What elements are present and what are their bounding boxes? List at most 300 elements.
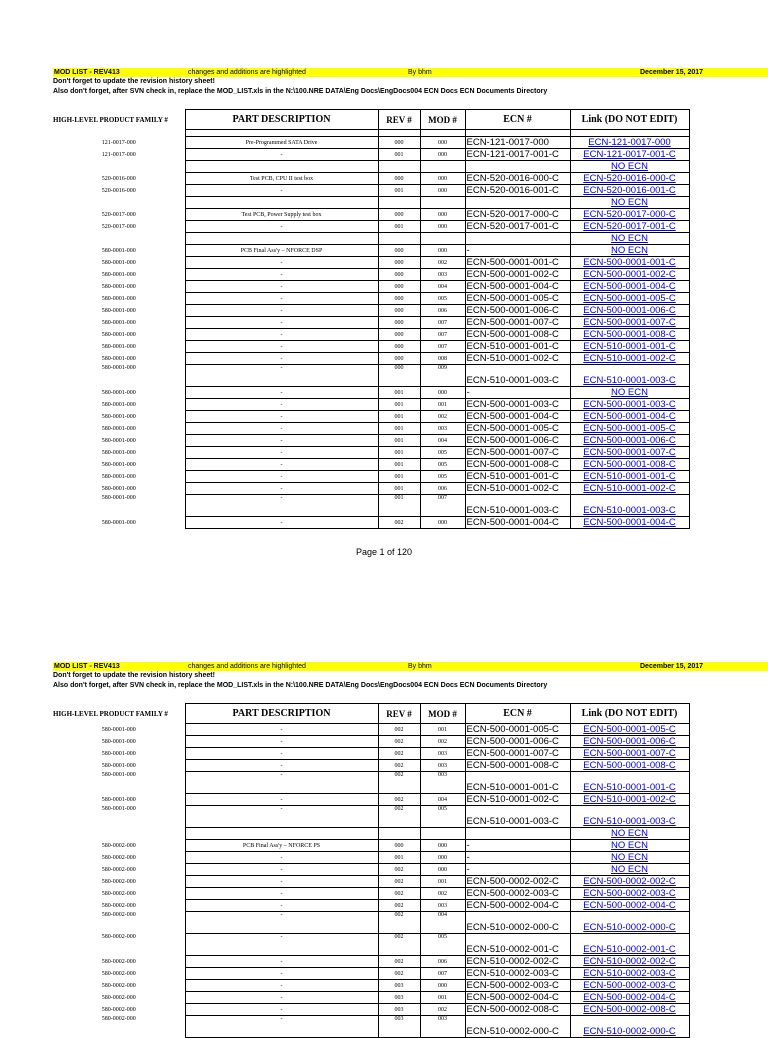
cell-ecn: ECN-500-0001-004-C <box>465 517 570 529</box>
cell-link[interactable]: ECN-510-0001-002-C <box>570 483 689 495</box>
cell-family: 580-0001-000 <box>101 307 136 314</box>
cell-link[interactable]: ECN-520-0017-001-C <box>570 221 689 233</box>
cell-mod: 001 <box>420 876 465 888</box>
cell-rev: 002 <box>378 724 420 736</box>
cell-rev: 000 <box>378 209 420 221</box>
table-row <box>53 772 689 794</box>
cell-ecn: ECN-500-0001-005-C <box>465 293 570 305</box>
cell-description: - <box>185 760 378 772</box>
cell-description: PCB Final Ass'y – NFORCE PS <box>185 840 378 852</box>
cell-ecn: ECN-510-0002-000-C <box>465 912 570 934</box>
cell-mod: 000 <box>420 185 465 197</box>
col-header-ecn: ECN # <box>465 110 570 130</box>
cell-link[interactable]: ECN-500-0001-007-C <box>570 748 689 760</box>
cell-link[interactable]: ECN-510-0001-003-C <box>570 806 689 828</box>
cell-link[interactable]: ECN-510-0002-000-C <box>570 1016 689 1038</box>
cell-description: - <box>185 411 378 423</box>
cell-link[interactable]: NO ECN <box>570 864 689 876</box>
cell-description: - <box>185 387 378 399</box>
cell-description: - <box>185 353 378 365</box>
cell-mod <box>420 161 465 173</box>
cell-family: 580-0002-000 <box>101 902 136 909</box>
cell-family: 580-0002-000 <box>101 854 136 861</box>
col-header-link: Link (DO NOT EDIT) <box>570 110 689 130</box>
table-row <box>53 365 689 387</box>
cell-description: Test PCB, CPU II test box <box>185 173 378 185</box>
cell-family: 580-0001-000 <box>101 401 136 408</box>
cell-family: 580-0001-000 <box>101 519 136 526</box>
table-row <box>53 992 689 1004</box>
cell-description: - <box>185 748 378 760</box>
cell-mod <box>420 233 465 245</box>
cell-rev: 000 <box>378 245 420 257</box>
table-row <box>53 852 689 864</box>
cell-mod: 000 <box>420 840 465 852</box>
cell-link[interactable]: NO ECN <box>570 161 689 173</box>
cell-mod: 005 <box>420 459 465 471</box>
note-line-1: Don't forget to update the revision history sheet! <box>53 78 215 85</box>
col-header-description: PART DESCRIPTION <box>185 704 378 724</box>
cell-ecn: ECN-500-0001-007-C <box>465 317 570 329</box>
cell-description <box>185 233 378 245</box>
cell-rev <box>378 233 420 245</box>
table-row <box>53 399 689 411</box>
cell-ecn: ECN-510-0001-003-C <box>465 495 570 517</box>
cell-description: - <box>185 724 378 736</box>
cell-family: 580-0002-000 <box>101 958 136 965</box>
header-date: December 15, 2017 <box>640 69 704 76</box>
cell-link[interactable]: ECN-500-0001-006-C <box>570 305 689 317</box>
cell-link[interactable]: ECN-121-0017-001-C <box>570 149 689 161</box>
cell-link[interactable]: ECN-500-0001-006-C <box>570 435 689 447</box>
cell-description: - <box>185 305 378 317</box>
cell-rev: 001 <box>378 483 420 495</box>
cell-link <box>570 130 689 137</box>
cell-description: - <box>185 517 378 529</box>
sheet-page-2 <box>53 662 768 1038</box>
cell-rev: 001 <box>378 185 420 197</box>
cell-mod: 005 <box>420 293 465 305</box>
cell-family: 580-0001-000 <box>101 247 136 254</box>
cell-family: 520-0017-000 <box>101 223 136 230</box>
cell-ecn: ECN-121-0017-000 <box>465 137 570 149</box>
cell-description: - <box>185 341 378 353</box>
cell-link[interactable]: ECN-510-0001-002-C <box>570 353 689 365</box>
sheet-page-1 <box>53 68 768 529</box>
cell-ecn: ECN-510-0001-003-C <box>465 806 570 828</box>
cell-family: 580-0001-000 <box>101 259 136 266</box>
cell-link[interactable]: ECN-500-0001-005-C <box>570 423 689 435</box>
cell-family: 580-0001-000 <box>101 364 136 371</box>
cell-link[interactable]: ECN-500-0001-008-C <box>570 760 689 772</box>
cell-rev: 001 <box>378 221 420 233</box>
cell-description <box>185 130 378 137</box>
cell-mod: 000 <box>420 173 465 185</box>
col-header-rev: REV # <box>378 704 420 724</box>
cell-family: 580-0001-000 <box>101 283 136 290</box>
cell-ecn: ECN-510-0001-003-C <box>465 365 570 387</box>
cell-mod: 001 <box>420 724 465 736</box>
cell-rev: 000 <box>378 341 420 353</box>
cell-family: 580-0001-000 <box>101 389 136 396</box>
cell-description: - <box>185 772 378 794</box>
cell-description: - <box>185 447 378 459</box>
cell-link[interactable]: NO ECN <box>570 197 689 209</box>
cell-rev: 001 <box>378 495 420 517</box>
cell-link[interactable]: ECN-500-0001-008-C <box>570 459 689 471</box>
cell-link[interactable]: ECN-500-0002-004-C <box>570 900 689 912</box>
cell-ecn: - <box>465 840 570 852</box>
cell-mod: 003 <box>420 772 465 794</box>
table-row <box>53 411 689 423</box>
cell-link[interactable]: ECN-500-0002-004-C <box>570 992 689 1004</box>
cell-description: - <box>185 852 378 864</box>
table-row <box>53 724 689 736</box>
cell-rev: 002 <box>378 956 420 968</box>
table-row <box>53 161 689 173</box>
cell-ecn: ECN-500-0001-006-C <box>465 435 570 447</box>
cell-link[interactable]: ECN-500-0001-006-C <box>570 736 689 748</box>
cell-family: 580-0001-000 <box>101 355 136 362</box>
table-row <box>53 185 689 197</box>
cell-rev: 000 <box>378 173 420 185</box>
table-row <box>53 435 689 447</box>
cell-rev: 002 <box>378 900 420 912</box>
cell-rev: 002 <box>378 772 420 794</box>
cell-rev <box>378 130 420 137</box>
cell-rev: 002 <box>378 760 420 772</box>
cell-link[interactable]: ECN-500-0002-002-C <box>570 876 689 888</box>
table-row <box>53 130 689 137</box>
cell-ecn: ECN-500-0001-004-C <box>465 411 570 423</box>
cell-link[interactable]: ECN-500-0001-007-C <box>570 447 689 459</box>
cell-description: - <box>185 459 378 471</box>
cell-mod: 006 <box>420 483 465 495</box>
cell-ecn: ECN-500-0001-002-C <box>465 269 570 281</box>
cell-family: 580-0001-000 <box>101 796 136 803</box>
cell-mod: 000 <box>420 980 465 992</box>
col-header-description: PART DESCRIPTION <box>185 110 378 130</box>
cell-link[interactable]: ECN-520-0017-000-C <box>570 209 689 221</box>
cell-description: - <box>185 864 378 876</box>
cell-link[interactable]: ECN-500-0001-005-C <box>570 293 689 305</box>
cell-rev: 000 <box>378 281 420 293</box>
cell-rev: 000 <box>378 317 420 329</box>
cell-description: - <box>185 483 378 495</box>
cell-family: 580-0001-000 <box>101 449 136 456</box>
cell-ecn: ECN-500-0002-002-C <box>465 876 570 888</box>
table-row <box>53 245 689 257</box>
table-row <box>53 794 689 806</box>
cell-family: 520-0016-000 <box>101 187 136 194</box>
cell-ecn: ECN-510-0001-002-C <box>465 483 570 495</box>
cell-description: - <box>185 876 378 888</box>
cell-description: - <box>185 980 378 992</box>
cell-family: 580-0001-000 <box>101 425 136 432</box>
cell-rev: 002 <box>378 864 420 876</box>
cell-family: 580-0002-000 <box>101 1006 136 1013</box>
cell-rev: 001 <box>378 471 420 483</box>
cell-link[interactable]: NO ECN <box>570 840 689 852</box>
table-row <box>53 317 689 329</box>
col-header-family: HIGH-LEVEL PRODUCT FAMILY # <box>53 709 168 718</box>
cell-family: 580-0001-000 <box>101 295 136 302</box>
cell-description: - <box>185 435 378 447</box>
cell-link[interactable]: ECN-510-0001-001-C <box>570 341 689 353</box>
table-row <box>53 197 689 209</box>
cell-rev: 003 <box>378 1004 420 1016</box>
cell-ecn: ECN-520-0016-001-C <box>465 185 570 197</box>
cell-link[interactable]: NO ECN <box>570 387 689 399</box>
table-body <box>53 724 689 1038</box>
table-row <box>53 293 689 305</box>
cell-ecn: ECN-500-0002-004-C <box>465 900 570 912</box>
cell-rev: 003 <box>378 980 420 992</box>
cell-link[interactable]: ECN-500-0001-001-C <box>570 257 689 269</box>
cell-ecn: ECN-500-0002-003-C <box>465 888 570 900</box>
cell-rev: 000 <box>378 365 420 387</box>
cell-ecn: ECN-500-0002-004-C <box>465 992 570 1004</box>
cell-link[interactable]: ECN-500-0002-008-C <box>570 1004 689 1016</box>
cell-link[interactable]: ECN-121-0017-000 <box>570 137 689 149</box>
cell-family: 580-0001-000 <box>101 461 136 468</box>
cell-description: - <box>185 888 378 900</box>
cell-link[interactable]: ECN-510-0001-003-C <box>570 365 689 387</box>
cell-family: 580-0002-000 <box>101 933 136 940</box>
table-row <box>53 483 689 495</box>
cell-description: - <box>185 471 378 483</box>
cell-mod: 001 <box>420 399 465 411</box>
cell-mod: 007 <box>420 968 465 980</box>
cell-link[interactable]: ECN-500-0001-003-C <box>570 399 689 411</box>
cell-description: - <box>185 934 378 956</box>
cell-link[interactable]: ECN-500-0001-005-C <box>570 724 689 736</box>
table-row <box>53 459 689 471</box>
cell-link[interactable]: ECN-510-0002-003-C <box>570 968 689 980</box>
cell-family: 580-0001-000 <box>101 738 136 745</box>
cell-family: 580-0001-000 <box>101 805 136 812</box>
cell-ecn: ECN-500-0001-006-C <box>465 736 570 748</box>
cell-mod: 002 <box>420 888 465 900</box>
cell-link[interactable]: ECN-500-0002-003-C <box>570 980 689 992</box>
cell-ecn: ECN-500-0001-008-C <box>465 329 570 341</box>
table-row <box>53 956 689 968</box>
mod-table <box>53 703 690 1038</box>
cell-description <box>185 197 378 209</box>
cell-mod: 007 <box>420 329 465 341</box>
cell-ecn: - <box>465 387 570 399</box>
cell-rev: 000 <box>378 257 420 269</box>
cell-link[interactable]: NO ECN <box>570 852 689 864</box>
cell-link[interactable]: NO ECN <box>570 245 689 257</box>
cell-link[interactable]: ECN-510-0001-003-C <box>570 495 689 517</box>
cell-ecn: ECN-510-0001-001-C <box>465 471 570 483</box>
cell-mod: 004 <box>420 912 465 934</box>
cell-rev: 000 <box>378 329 420 341</box>
cell-link[interactable]: ECN-500-0002-003-C <box>570 888 689 900</box>
cell-family: 580-0002-000 <box>101 890 136 897</box>
cell-mod: 007 <box>420 495 465 517</box>
cell-ecn: ECN-500-0001-008-C <box>465 760 570 772</box>
cell-rev: 001 <box>378 423 420 435</box>
cell-mod: 005 <box>420 447 465 459</box>
cell-family: 520-0016-000 <box>101 175 136 182</box>
cell-link[interactable]: ECN-520-0016-001-C <box>570 185 689 197</box>
table-row <box>53 934 689 956</box>
cell-family: 580-0002-000 <box>101 970 136 977</box>
cell-family: 580-0001-000 <box>101 413 136 420</box>
table-row <box>53 341 689 353</box>
cell-mod: 003 <box>420 423 465 435</box>
table-row <box>53 828 689 840</box>
cell-ecn: ECN-121-0017-001-C <box>465 149 570 161</box>
cell-rev <box>378 197 420 209</box>
cell-ecn: ECN-500-0001-004-C <box>465 281 570 293</box>
cell-rev: 001 <box>378 411 420 423</box>
cell-ecn: ECN-510-0002-002-C <box>465 956 570 968</box>
table-row <box>53 173 689 185</box>
cell-ecn: ECN-510-0001-002-C <box>465 353 570 365</box>
cell-mod: 000 <box>420 387 465 399</box>
cell-ecn: ECN-500-0001-005-C <box>465 423 570 435</box>
cell-link[interactable]: ECN-500-0001-002-C <box>570 269 689 281</box>
cell-link[interactable]: ECN-500-0001-007-C <box>570 317 689 329</box>
cell-rev: 002 <box>378 794 420 806</box>
cell-description: - <box>185 956 378 968</box>
cell-link[interactable]: ECN-510-0002-000-C <box>570 912 689 934</box>
cell-mod: 005 <box>420 806 465 828</box>
cell-rev: 000 <box>378 840 420 852</box>
cell-family: 580-0001-000 <box>101 319 136 326</box>
cell-description: - <box>185 329 378 341</box>
cell-link[interactable]: ECN-500-0001-008-C <box>570 329 689 341</box>
cell-mod: 002 <box>420 1004 465 1016</box>
cell-description: - <box>185 365 378 387</box>
cell-rev: 001 <box>378 447 420 459</box>
cell-family: 580-0001-000 <box>101 343 136 350</box>
cell-description: - <box>185 912 378 934</box>
cell-family: 580-0002-000 <box>101 982 136 989</box>
cell-family: 580-0002-000 <box>101 842 136 849</box>
cell-family <box>53 233 185 245</box>
table-row <box>53 1004 689 1016</box>
cell-mod: 000 <box>420 517 465 529</box>
cell-family: 580-0001-000 <box>101 473 136 480</box>
table-row <box>53 305 689 317</box>
page-number: Page 1 of 120 <box>355 547 413 557</box>
cell-description: - <box>185 794 378 806</box>
cell-link[interactable]: ECN-510-0001-002-C <box>570 794 689 806</box>
cell-mod: 000 <box>420 137 465 149</box>
cell-rev: 001 <box>378 149 420 161</box>
cell-ecn: ECN-510-0001-002-C <box>465 794 570 806</box>
cell-link[interactable]: ECN-510-0001-001-C <box>570 772 689 794</box>
cell-description <box>185 828 378 840</box>
cell-family <box>53 197 185 209</box>
cell-family: 580-0002-000 <box>101 878 136 885</box>
cell-ecn: ECN-510-0002-003-C <box>465 968 570 980</box>
cell-mod: 001 <box>420 992 465 1004</box>
cell-mod: 000 <box>420 221 465 233</box>
cell-mod: 003 <box>420 1016 465 1038</box>
cell-rev: 000 <box>378 305 420 317</box>
table-row <box>53 495 689 517</box>
cell-ecn: ECN-500-0001-008-C <box>465 459 570 471</box>
cell-family: 580-0001-000 <box>101 485 136 492</box>
cell-link[interactable]: ECN-520-0016-000-C <box>570 173 689 185</box>
col-header-family: HIGH-LEVEL PRODUCT FAMILY # <box>53 115 168 124</box>
cell-ecn <box>465 828 570 840</box>
table-row <box>53 353 689 365</box>
cell-link[interactable]: ECN-500-0001-004-C <box>570 517 689 529</box>
cell-description: - <box>185 317 378 329</box>
cell-ecn: ECN-500-0001-007-C <box>465 447 570 459</box>
table-row <box>53 447 689 459</box>
cell-rev: 002 <box>378 934 420 956</box>
table-row <box>53 329 689 341</box>
cell-description: - <box>185 281 378 293</box>
table-row <box>53 1016 689 1038</box>
cell-family: 121-0017-000 <box>101 151 136 158</box>
cell-ecn: - <box>465 245 570 257</box>
cell-link[interactable]: ECN-510-0001-001-C <box>570 471 689 483</box>
table-row <box>53 968 689 980</box>
mod-table <box>53 109 690 529</box>
cell-ecn: - <box>465 864 570 876</box>
cell-description: - <box>185 1016 378 1038</box>
table-row <box>53 387 689 399</box>
table-row <box>53 748 689 760</box>
cell-rev: 002 <box>378 517 420 529</box>
cell-description: - <box>185 1004 378 1016</box>
cell-description <box>185 161 378 173</box>
cell-link[interactable]: ECN-500-0001-004-C <box>570 411 689 423</box>
cell-link[interactable]: ECN-500-0001-004-C <box>570 281 689 293</box>
cell-link[interactable]: NO ECN <box>570 828 689 840</box>
cell-link[interactable]: ECN-510-0002-001-C <box>570 934 689 956</box>
cell-link[interactable]: ECN-510-0002-002-C <box>570 956 689 968</box>
col-header-ecn: ECN # <box>465 704 570 724</box>
cell-ecn: ECN-500-0001-001-C <box>465 257 570 269</box>
cell-ecn: ECN-520-0017-001-C <box>465 221 570 233</box>
col-header-mod: MOD # <box>420 704 465 724</box>
table-row <box>53 517 689 529</box>
cell-description: - <box>185 269 378 281</box>
cell-family <box>53 161 185 173</box>
cell-rev: 001 <box>378 387 420 399</box>
cell-rev: 001 <box>378 459 420 471</box>
cell-family: 580-0001-000 <box>101 762 136 769</box>
table-row <box>53 912 689 934</box>
cell-ecn <box>465 130 570 137</box>
table-row <box>53 281 689 293</box>
cell-description: - <box>185 257 378 269</box>
header-by: By bhm <box>408 69 432 76</box>
cell-link[interactable]: NO ECN <box>570 233 689 245</box>
cell-ecn: ECN-500-0002-008-C <box>465 1004 570 1016</box>
cell-ecn <box>465 161 570 173</box>
cell-family: 580-0001-000 <box>101 494 136 501</box>
cell-rev: 002 <box>378 736 420 748</box>
cell-mod <box>420 130 465 137</box>
cell-description: - <box>185 806 378 828</box>
header-date: December 15, 2017 <box>640 663 704 670</box>
cell-mod: 003 <box>420 760 465 772</box>
table-row <box>53 149 689 161</box>
header-note: changes and additions are highlighted <box>188 663 306 670</box>
note-line-2: Also don't forget, after SVN check in, replace the MOD_LIST.xls in the N:\100.NRE DATA\Eng Docs\EngDocs004 ECN Docs ECN Documents Directory <box>53 682 548 689</box>
cell-mod: 009 <box>420 365 465 387</box>
